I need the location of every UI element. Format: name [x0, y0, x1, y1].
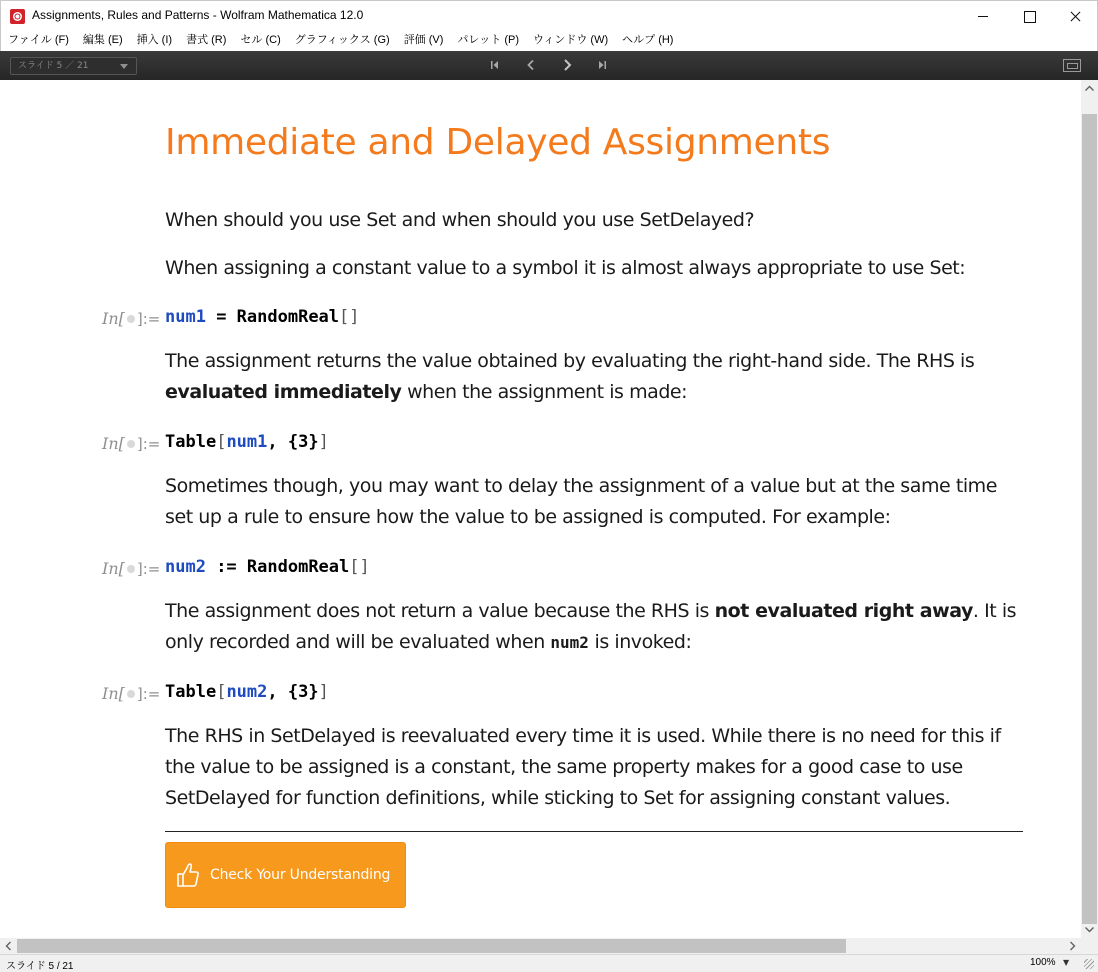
status-slide-indicator: スライド 5 / 21	[6, 961, 74, 972]
thumbs-up-icon	[176, 862, 200, 888]
input-label-prefix: In[	[102, 434, 125, 453]
symbol-num2: num2	[226, 682, 268, 702]
scroll-down-arrow[interactable]	[1081, 921, 1098, 938]
bracket-close: ]	[318, 432, 329, 452]
input-label-4	[102, 684, 160, 703]
divider	[165, 831, 1023, 832]
text-cell-5-part-2: . It is only recorded and will be evaluated when	[165, 600, 1017, 653]
scroll-up-arrow[interactable]	[1081, 80, 1098, 97]
input-cell-4[interactable]	[165, 682, 329, 702]
vertical-scroll-thumb[interactable]	[1082, 114, 1097, 924]
chevron-left-icon	[522, 56, 540, 74]
function-randomreal: RandomReal	[246, 557, 350, 577]
inline-code-num2: num2	[550, 633, 589, 652]
chevron-up-icon	[1081, 80, 1098, 97]
menu-insert[interactable]: 挿入 (I)	[136, 34, 173, 46]
input-label-2	[102, 434, 160, 453]
previous-slide-button[interactable]	[522, 56, 540, 74]
last-slide-button[interactable]	[593, 56, 611, 74]
minimize-button[interactable]	[960, 1, 1006, 31]
vertical-scrollbar[interactable]	[1081, 80, 1098, 938]
text-cell-5-part-1: The assignment does not return a value because the RHS is	[165, 600, 715, 622]
menu-evaluation[interactable]: 評価 (V)	[403, 34, 444, 46]
fit-window-button[interactable]	[1063, 59, 1081, 72]
input-label-suffix: ]:=	[136, 685, 161, 703]
dot-icon	[127, 315, 135, 323]
text-cell-3-part-1: The assignment returns the value obtained by evaluating the right-hand side. The RHS is	[165, 350, 975, 372]
chevron-down-icon	[1081, 921, 1098, 938]
symbol-num1: num1	[165, 307, 206, 327]
slide-selector-label: スライド 5 ／ 21	[18, 61, 89, 71]
symbol-num1: num1	[226, 432, 268, 452]
input-label-suffix: ]:=	[136, 560, 161, 578]
input-label-3	[102, 559, 160, 578]
chevron-right-icon	[558, 56, 576, 74]
notebook-content	[1, 80, 1081, 938]
menu-palettes[interactable]: パレット (P)	[457, 34, 520, 46]
text-cell-5-part-3: is invoked:	[588, 631, 692, 653]
menu-window[interactable]: ウィンドウ (W)	[533, 34, 609, 46]
chevron-left-icon	[0, 938, 17, 954]
resize-grip-icon[interactable]	[1084, 959, 1094, 969]
check-understanding-button[interactable]	[165, 842, 406, 908]
horizontal-scroll-thumb[interactable]	[17, 939, 846, 953]
input-label-1	[102, 309, 160, 328]
bracket-close: ]	[318, 682, 329, 702]
scroll-left-arrow[interactable]	[0, 938, 17, 955]
argument-list: , {3}	[267, 432, 319, 452]
operator-set: =	[205, 307, 237, 327]
menu-cell[interactable]: セル (C)	[240, 34, 281, 46]
chevron-down-icon	[120, 64, 128, 69]
menu-help[interactable]: ヘルプ (H)	[622, 34, 674, 46]
text-cell-2: When assigning a constant value to a symbol it is almost always appropriate to use Set:	[165, 257, 966, 279]
text-cell-3-part-2: when the assignment is made:	[401, 381, 688, 403]
emphasis-evaluated-immediately: evaluated immediately	[165, 381, 402, 403]
status-bar	[0, 954, 1098, 972]
function-randomreal: RandomReal	[236, 307, 340, 327]
input-label-suffix: ]:=	[136, 310, 161, 328]
title-bar	[0, 0, 1098, 31]
text-cell-6: The RHS in SetDelayed is reevaluated every time it is used. While there is no need for this if the value to be assigned is a constant, the same property makes for a good case to use SetDelayed for function definitions, while sticking to Set for assigning constant values.	[165, 725, 1001, 809]
brackets: []	[339, 307, 360, 327]
input-cell-3[interactable]	[165, 557, 370, 577]
emphasis-not-evaluated: not evaluated right away	[714, 600, 973, 622]
horizontal-scrollbar[interactable]	[0, 938, 1098, 954]
bracket-open: [	[216, 432, 227, 452]
input-label-prefix: In[	[102, 309, 125, 328]
mathematica-icon[interactable]	[10, 9, 25, 24]
page-title: Immediate and Delayed Assignments	[165, 122, 831, 163]
check-understanding-label: Check Your Understanding	[210, 867, 391, 883]
next-slide-button[interactable]	[558, 56, 576, 74]
menu-format[interactable]: 書式 (R)	[186, 34, 227, 46]
slideshow-toolbar	[0, 51, 1098, 80]
zoom-level[interactable]: 100%	[1030, 957, 1056, 968]
dot-icon	[127, 440, 135, 448]
input-label-prefix: In[	[102, 559, 125, 578]
scroll-right-arrow[interactable]	[1064, 938, 1081, 955]
argument-list: , {3}	[267, 682, 319, 702]
dot-icon	[127, 690, 135, 698]
close-button[interactable]	[1052, 1, 1098, 31]
menu-graphics[interactable]: グラフィックス (G)	[294, 34, 390, 46]
text-cell-3	[165, 346, 1025, 408]
brackets: []	[349, 557, 370, 577]
skip-first-icon	[486, 56, 504, 74]
function-table: Table	[165, 432, 217, 452]
text-cell-4: Sometimes though, you may want to delay the assignment of a value but at the same time set up a rule to ensure how the value to be assigned is computed. For example:	[165, 475, 997, 528]
window-title: Assignments, Rules and Patterns - Wolfram Mathematica 12.0	[32, 8, 364, 22]
menu-edit[interactable]: 編集 (E)	[82, 34, 123, 46]
menu-bar	[0, 31, 1098, 51]
maximize-button[interactable]	[1006, 1, 1052, 31]
first-slide-button[interactable]	[486, 56, 504, 74]
menu-file[interactable]: ファイル (F)	[8, 34, 69, 46]
function-table: Table	[165, 682, 217, 702]
input-cell-2[interactable]	[165, 432, 329, 452]
text-cell-1: When should you use Set and when should you use SetDelayed?	[165, 209, 755, 231]
chevron-right-icon	[1064, 938, 1081, 954]
chevron-down-icon[interactable]: ▼	[1063, 958, 1070, 967]
input-label-prefix: In[	[102, 684, 125, 703]
input-label-suffix: ]:=	[136, 435, 161, 453]
operator-setdelayed: :=	[205, 557, 247, 577]
bracket-open: [	[216, 682, 227, 702]
slide-selector[interactable]	[10, 57, 137, 75]
text-cell-5	[165, 596, 1025, 658]
symbol-num2: num2	[165, 557, 206, 577]
dot-icon	[127, 565, 135, 573]
input-cell-1[interactable]	[165, 307, 360, 327]
skip-last-icon	[593, 56, 611, 74]
